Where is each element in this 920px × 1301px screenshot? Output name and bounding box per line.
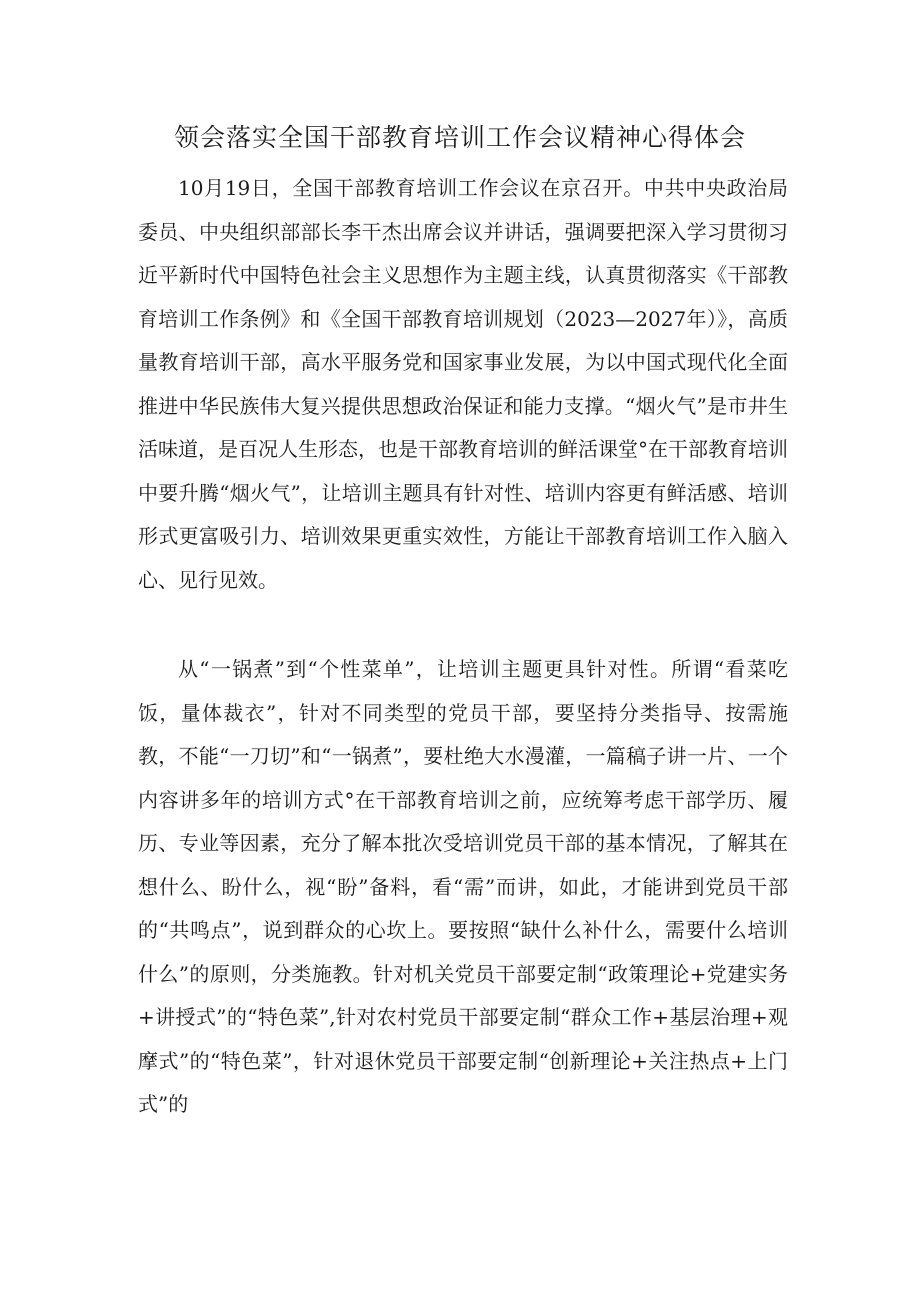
paragraph-2: 从“一锅煮”到“个性菜单”，让培训主题更具针对性。所谓“看菜吃饭，量体裁衣”，针对不同类型的党员干部，要坚持分类指导、按需施教，不能“一刀切”和“一锅煮”，要杜绝大水漫灌，一篇稿子讲一片、一个内容讲多年的培训方式°在干部教育培训之前，应统筹考虑干部学历、履历、专业等因素，充分了解本批次受培训党员干部的基本情况，了解其在想什么、盼什么，视“盼”备料，看“需”而讲，如此，才能讲到党员干部的“共鸣点”，说到群众的心坎上。要按照“缺什么补什么，需要什么培训什么”的原则，分类施教。针对机关党员干部要定制“政策理论+党建实务+讲授式”的“特色菜”,针对农村党员干部要定制“群众工作+基层治理+观摩式”的“特色菜”，针对退休党员干部要定制“创新理论+关注热点+上门式”的 xyxy=(138,657,788,1116)
document-title: 领会落实全国干部教育培训工作会议精神心得体会 xyxy=(173,123,746,152)
paragraph-1: 10月19日，全国干部教育培训工作会议在京召开。中共中央政治局委员、中央组织部部长李干杰出席会议并讲话，强调要把深入学习贯彻习近平新时代中国特色社会主义思想作为主题主线，认真贯彻落实《干部教育培训工作条例》和《全国干部教育培训规划（2023—2027年）》，高质量教育培训干部，高水平服务党和国家事业发展，为以中国式现代化全面推进中华民族伟大复兴提供思想政治保证和能力支撑。“烟火气”是市井生活味道，是百况人生形态，也是干部教育培训的鲜活课堂°在干部教育培训中要升腾“烟火气”，让培训主题具有针对性、培训内容更有鲜活感、培训形式更富吸引力、培训效果更重实效性，方能让干部教育培训工作入脑入心、见行见效。 xyxy=(138,176,788,592)
